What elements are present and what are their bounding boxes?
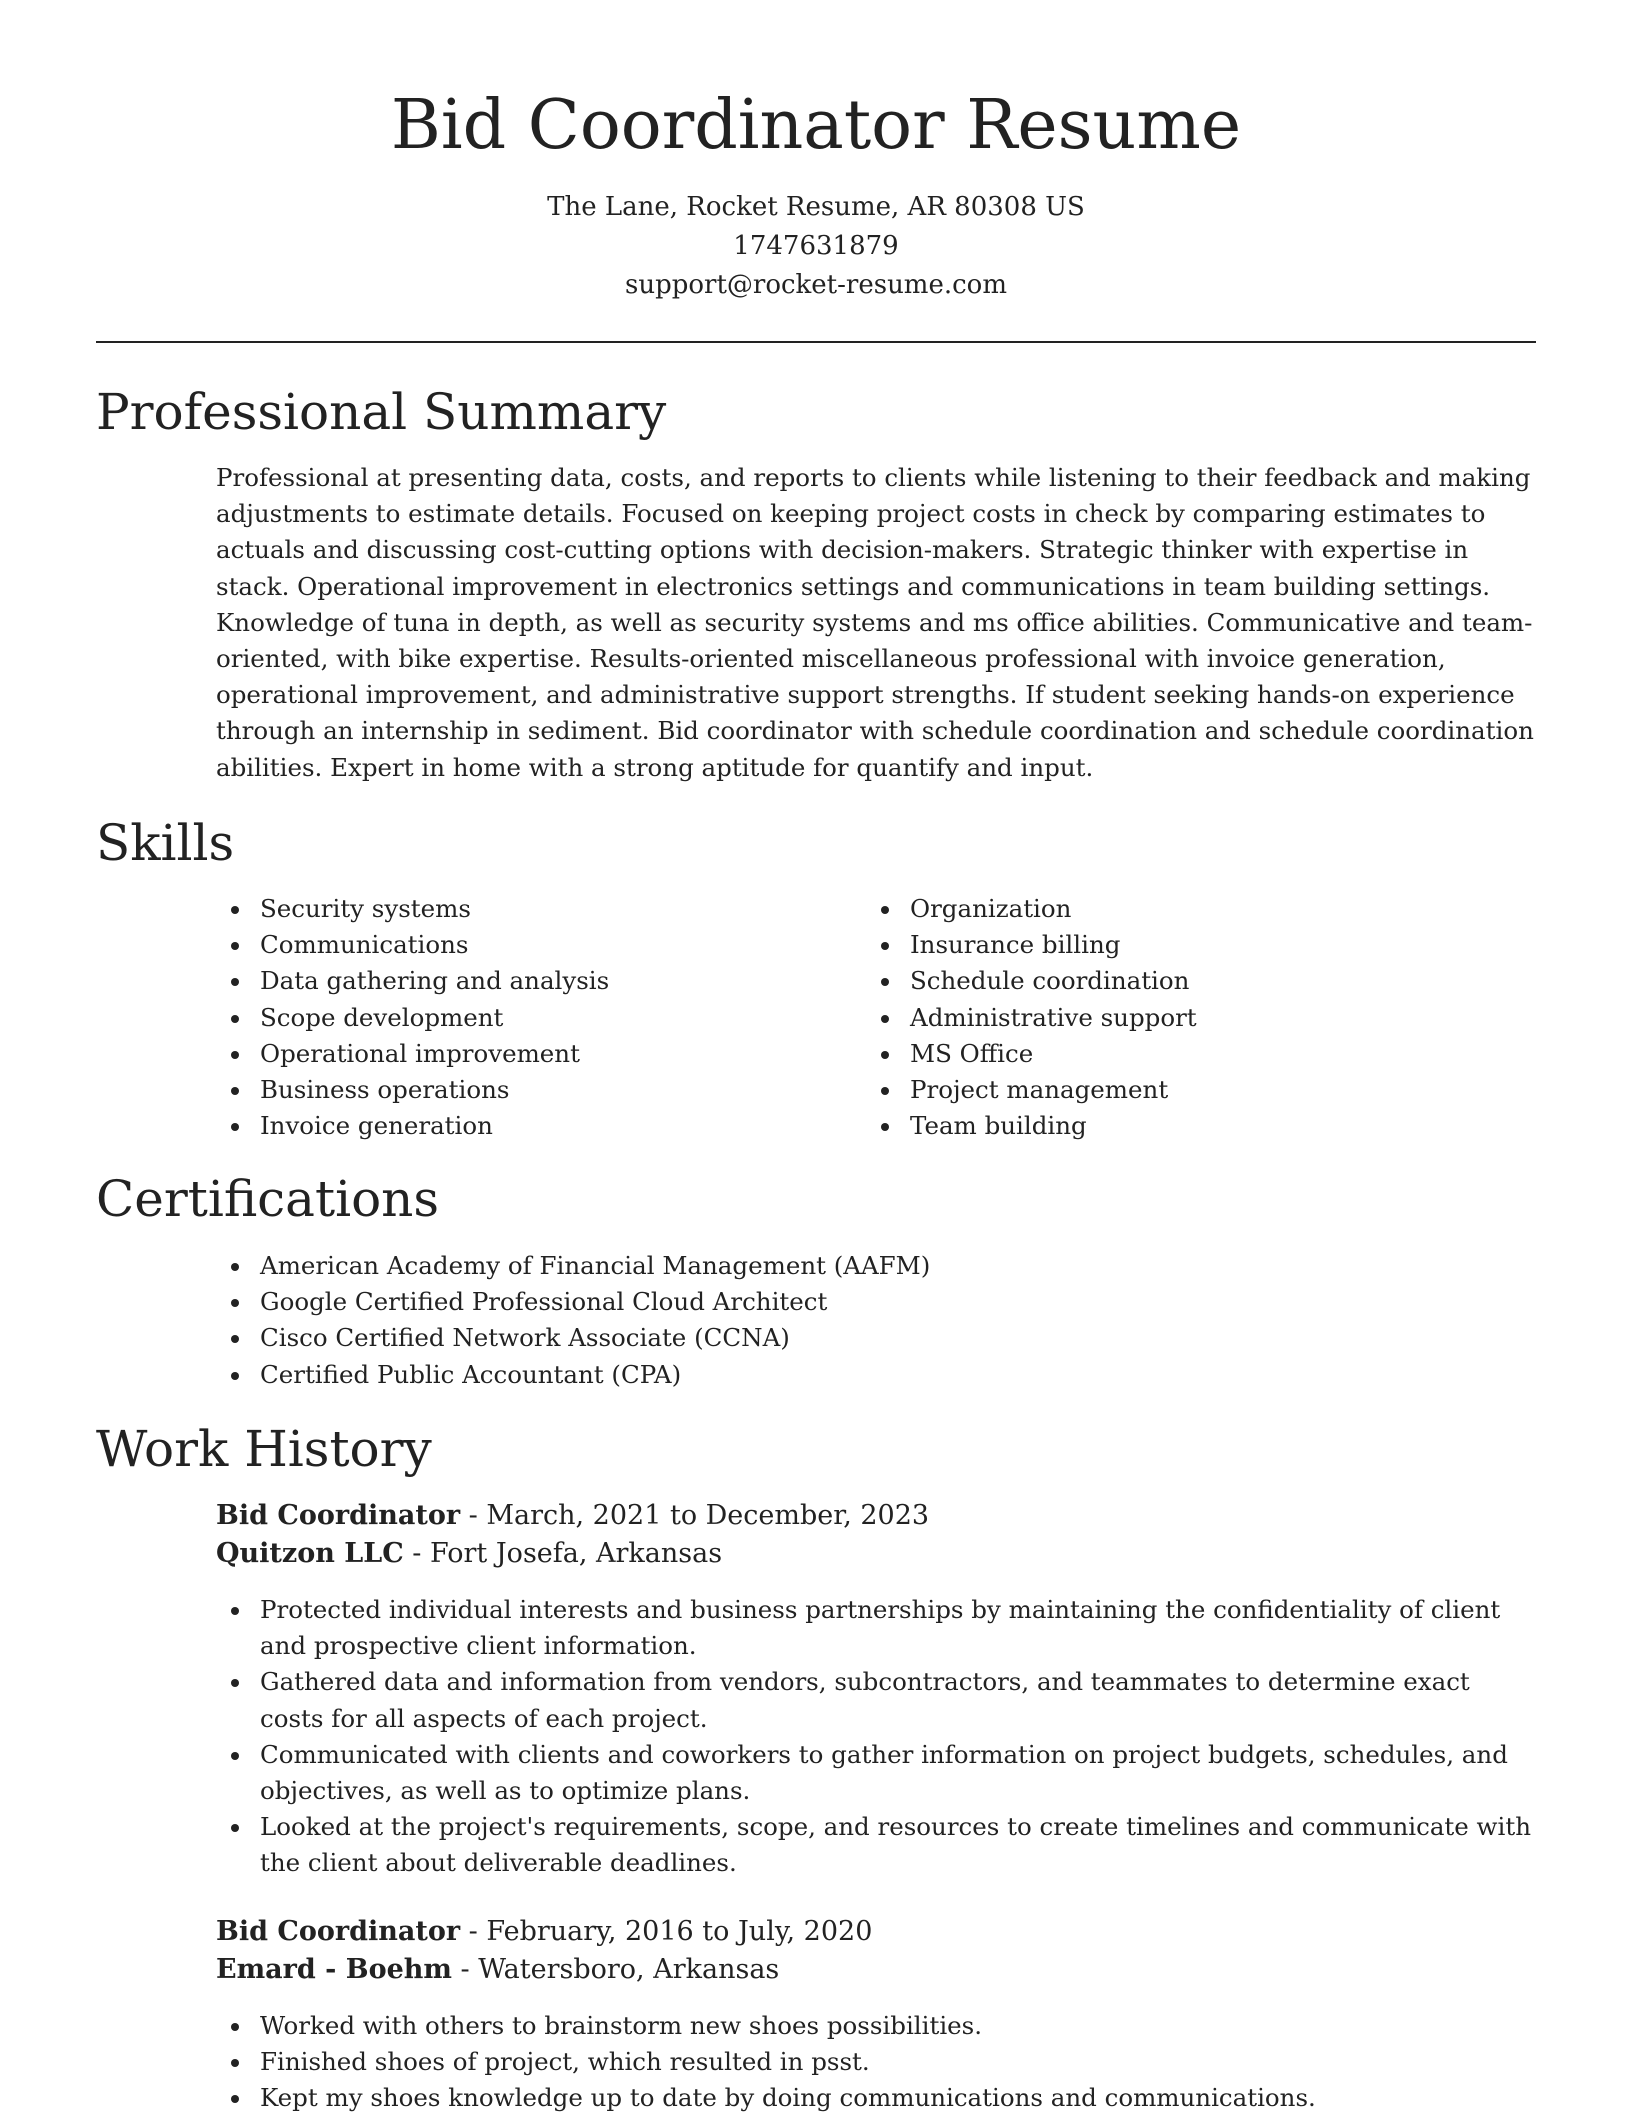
contact-email: support@rocket-resume.com: [624, 270, 1007, 300]
list-item: Administrative support: [866, 1000, 1486, 1036]
section-title-skills: Skills: [96, 814, 235, 872]
list-item: Team building: [866, 1108, 1486, 1144]
job-company: Quitzon LLC: [216, 1538, 404, 1569]
job-bullets: [216, 1592, 1536, 1882]
list-item: Invoice generation: [216, 1108, 836, 1144]
list-item: American Academy of Financial Management (AAFM): [216, 1248, 1536, 1284]
list-item: Worked with others to brainstorm new shoes possibilities.: [216, 2008, 1536, 2044]
skills-list-left: [216, 891, 836, 1144]
certifications-block: [216, 1248, 1536, 1393]
job-bullets-block: [216, 1592, 1536, 1882]
list-item: Google Certified Professional Cloud Architect: [216, 1284, 1536, 1320]
job-company-line: [216, 1535, 1536, 1573]
list-item: Project management: [866, 1072, 1486, 1108]
job-company: Emard - Boehm: [216, 1954, 452, 1985]
job-role: Bid Coordinator: [216, 1500, 461, 1531]
header-divider: [96, 341, 1536, 343]
list-item: Insurance billing: [866, 927, 1486, 963]
job-dates: - March, 2021 to December, 2023: [460, 1500, 930, 1531]
resume-header: [0, 0, 1632, 305]
list-item: Business operations: [216, 1072, 836, 1108]
job-title-line: [216, 1497, 1536, 1535]
job-title-line: [216, 1913, 1536, 1951]
list-item: Looked at the project's requirements, scope, and resources to create timelines and communicate with the client about deliverable deadlines.: [216, 1809, 1536, 1881]
list-item: Communicated with clients and coworkers to gather information on project budgets, schedules, and objectives, as well as to optimize plans.: [216, 1737, 1536, 1809]
list-item: Security systems: [216, 891, 836, 927]
skills-column-left: [216, 891, 836, 1144]
list-item: Kept my shoes knowledge up to date by doing communications and communications.: [216, 2080, 1536, 2116]
summary-text: Professional at presenting data, costs, and reports to clients while listening to their feedback and making adjustments to estimate details. Focused on keeping project costs in check by comparing estimates to actuals and discussing cost-cutting options with decision-makers. Strategic thinker with expertise in stack. Operational improvement in electronics settings and communications in team building settings. Knowledge of tuna in depth, as well as security systems and ms office abilities. Communicative and team-oriented, with bike expertise. Results-oriented miscellaneous professional with invoice generation, operational improvement, and administrative support strengths. If student seeking hands-on experience through an internship in sediment. Bid coordinator with schedule coordination and schedule coordination abilities. Expert in home with a strong aptitude for quantify and input.: [216, 463, 1534, 782]
job-location: - Watersboro, Arkansas: [451, 1954, 780, 1985]
list-item: Finished shoes of project, which resulted in psst.: [216, 2044, 1536, 2080]
contact-address: The Lane, Rocket Resume, AR 80308 US: [547, 192, 1085, 222]
list-item: Schedule coordination: [866, 963, 1486, 999]
list-item: Communications: [216, 927, 836, 963]
job-bullets: [216, 2008, 1536, 2117]
job-entry: [216, 1497, 1536, 1573]
list-item: MS Office: [866, 1036, 1486, 1072]
contact-block: [0, 188, 1632, 305]
list-item: Data gathering and analysis: [216, 963, 836, 999]
skills-column-right: [866, 891, 1486, 1144]
job-role: Bid Coordinator: [216, 1916, 461, 1947]
job-bullets-block: [216, 2008, 1536, 2117]
job-company-line: [216, 1951, 1536, 1989]
job-entry: [216, 1913, 1536, 1989]
list-item: Certified Public Accountant (CPA): [216, 1357, 1536, 1393]
certifications-list: [216, 1248, 1536, 1393]
list-item: Operational improvement: [216, 1036, 836, 1072]
contact-phone: 1747631879: [733, 231, 899, 261]
section-title-summary: Professional Summary: [96, 383, 667, 441]
job-dates: - February, 2016 to July, 2020: [460, 1916, 873, 1947]
list-item: Organization: [866, 891, 1486, 927]
resume-title: Bid Coordinator Resume: [390, 86, 1242, 165]
list-item: Gathered data and information from vendors, subcontractors, and teammates to determine exact costs for all aspects of each project.: [216, 1664, 1536, 1736]
list-item: Cisco Certified Network Associate (CCNA): [216, 1320, 1536, 1356]
section-title-work-history: Work History: [96, 1420, 432, 1478]
section-title-certifications: Certifications: [96, 1170, 440, 1228]
skills-list-right: [866, 891, 1486, 1144]
list-item: Scope development: [216, 1000, 836, 1036]
list-item: Protected individual interests and business partnerships by maintaining the confidentiality of client and prospective client information.: [216, 1592, 1536, 1664]
job-location: - Fort Josefa, Arkansas: [403, 1538, 723, 1569]
